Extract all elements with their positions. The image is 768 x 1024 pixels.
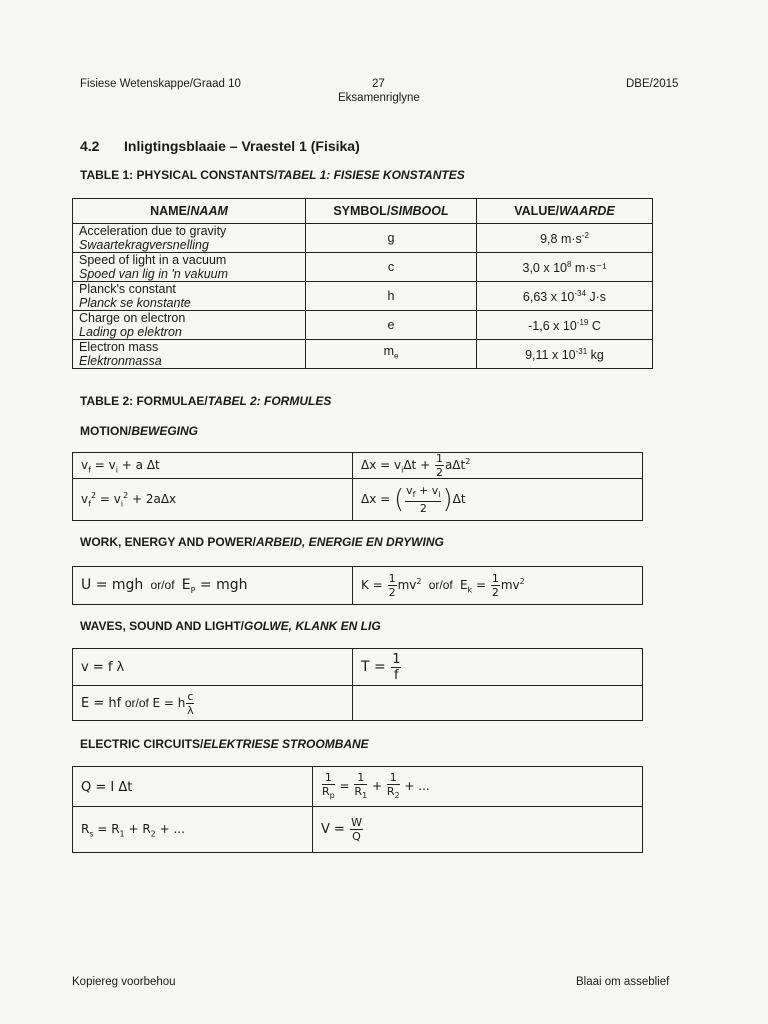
formula-series-resistance: $R_s = R_1 + R_2$ + ... [73,807,313,853]
work-heading: WORK, ENERGY AND POWER/ARBEID, ENERGIE EN DRYWING [80,535,444,549]
formula-parallel-resistance: $\frac{1}{R_p}$ = $\frac{1}{R_1}$ + $\frac{1}{R_2}$ + ... [313,767,643,807]
constant-value: 9,11 x $10^{-31}$ kg [477,340,653,369]
constant-name: Speed of light in a vacuum Spoed van lig in 'n vakuum [73,253,306,282]
header-subtitle: Eksamenriglyne [338,92,420,104]
motion-heading: MOTION/BEWEGING [80,424,198,438]
header-right: DBE/2015 [626,78,679,90]
formula-row [73,649,643,686]
formula-wave-speed: v = f λ [73,649,353,686]
footer-left: Kopiereg voorbehou [72,976,176,988]
formula-row [73,479,643,521]
formula-empty [353,686,643,721]
formula-row [73,686,643,721]
table-row [73,224,653,253]
formula-dx-2: Δx = ( $\frac{v_f + v_i}{2}$ )Δt [353,479,643,521]
formula-row [73,453,643,479]
table-row [73,253,653,282]
circuits-formula-table [72,766,643,853]
page-number: 27 [372,78,385,90]
constant-value: 3,0 x $10^8$ m·s⁻¹ [477,253,653,282]
motion-formula-table [72,452,643,521]
col-header-name: NAME/NAAM [73,199,306,224]
formula-dx-1: $\Delta x = v_i\Delta t$ + $\frac{1}{2}$ aΔt$^2$ [353,453,643,479]
constant-name: Electron mass Elektronmassa [73,340,306,369]
table-header-row [73,199,653,224]
formula-potential-energy: U = mgh or/of $E_P$ = mgh [73,567,353,605]
table1-caption-af: TABEL 1: FISIESE KONSTANTES [277,168,465,182]
constant-value: -1,6 x $10^{-19}$ C [477,311,653,340]
table-row [73,340,653,369]
work-formula-table [72,566,643,605]
waves-heading: WAVES, SOUND AND LIGHT/GOLWE, KLANK EN LIG [80,619,381,633]
section-number: 4.2 [80,138,100,154]
constant-name: Charge on electron Lading op elektron [73,311,306,340]
constant-symbol: h [306,282,477,311]
constant-value: 9,8 $m\cdot s^{-2}$ [477,224,653,253]
formula-vf: $v_f = v_i + a$ Δt [73,453,353,479]
constant-symbol: c [306,253,477,282]
table-row [73,282,653,311]
formula-photon-energy: E = hf or/of E = h $\frac{c}{\lambda}$ [73,686,353,721]
formula-row [73,807,643,853]
formula-row [73,767,643,807]
constant-value: 6,63 x $10^{-34}$ J·s [477,282,653,311]
header-left: Fisiese Wetenskappe/Graad 10 [80,78,241,90]
constant-symbol: e [306,311,477,340]
constant-symbol: $m_e$ [306,340,477,369]
formula-potential-difference: V = $\frac{W}{Q}$ [313,807,643,853]
constant-name: Planck's constant Planck se konstante [73,282,306,311]
formula-kinetic-energy: K = $\frac{1}{2}$ $mv^2$ or/of $E_k$ = $\frac{1}{2}$ $mv^2$ [353,567,643,605]
col-header-symbol: SYMBOL/SIMBOOL [306,199,477,224]
constant-symbol: g [306,224,477,253]
formula-row [73,567,643,605]
formula-vf2: $v_f^2 = v_i^2 + 2a\Delta x$ [73,479,353,521]
col-header-value: VALUE/WAARDE [477,199,653,224]
table2-caption: TABLE 2: FORMULAE/TABEL 2: FORMULES [80,394,332,408]
constants-table [72,198,653,369]
footer-right: Blaai om asseblief [576,976,670,988]
waves-formula-table [72,648,643,721]
circuits-heading: ELECTRIC CIRCUITS/ELEKTRIESE STROOMBANE [80,737,369,751]
section-title: Inligtingsblaaie – Vraestel 1 (Fisika) [124,138,360,154]
constant-name: Acceleration due to gravity Swaartekragversnelling [73,224,306,253]
table1-caption [80,168,465,182]
table1-caption-en: TABLE 1: PHYSICAL CONSTANTS/ [80,168,278,182]
formula-charge: Q = I Δt [73,767,313,807]
table-row [73,311,653,340]
formula-period: T = $\frac{1}{f}$ [353,649,643,686]
